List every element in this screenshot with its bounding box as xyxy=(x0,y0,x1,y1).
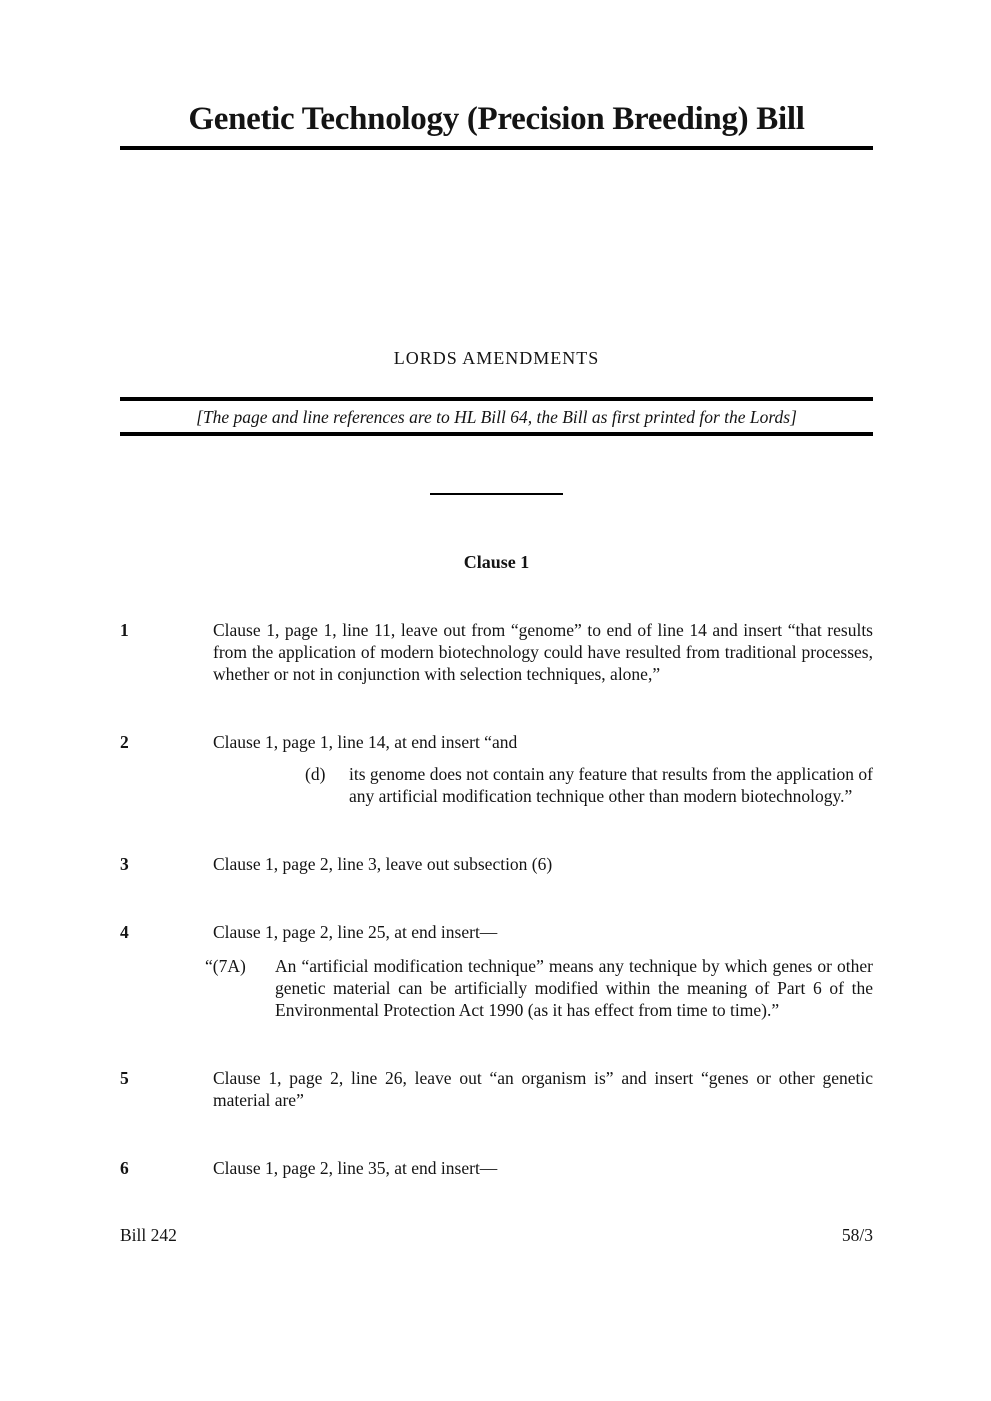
subparagraph xyxy=(205,955,873,1021)
amendment-body xyxy=(213,619,873,685)
amendment-row xyxy=(120,921,873,1021)
subparagraph-label: “(7A) xyxy=(205,956,246,977)
reference-note-box xyxy=(120,397,873,437)
note-bottom-rule xyxy=(120,432,873,436)
subparagraph-label: (d) xyxy=(305,764,326,785)
amendment-body xyxy=(213,731,873,807)
amendment-text: Clause 1, page 1, line 11, leave out from “genome” to end of line 14 and insert “that results from the application of modern biotechnology could have resulted from traditional processes, whether or not in conjunction with selection techniques, alone,” xyxy=(213,620,873,685)
amendment-number: 1 xyxy=(120,620,129,641)
subparagraph-text: its genome does not contain any feature that results from the application of any artificial modification technique other than modern biotechnology.” xyxy=(349,764,873,807)
page-title: Genetic Technology (Precision Breeding) Bill xyxy=(188,101,805,137)
amendment-row xyxy=(120,1157,873,1179)
amendment-number: 5 xyxy=(120,1068,129,1089)
title-rule xyxy=(120,146,873,150)
amendment-text: Clause 1, page 2, line 26, leave out “an organism is” and insert “genes or other genetic material are” xyxy=(213,1068,873,1111)
amendment-body xyxy=(213,1157,873,1179)
footer-bill-number: Bill 242 xyxy=(120,1225,177,1246)
amendment-text: Clause 1, page 2, line 3, leave out subsection (6) xyxy=(213,854,553,875)
footer-print-code: 58/3 xyxy=(841,1225,873,1246)
section-divider xyxy=(430,493,563,495)
amendment-body xyxy=(205,921,873,1021)
amendment-list xyxy=(120,619,873,1179)
section-heading: LORDS AMENDMENTS xyxy=(393,347,600,368)
amendment-number: 6 xyxy=(120,1158,129,1179)
document-page xyxy=(120,0,873,1246)
amendment-number: 3 xyxy=(120,854,129,875)
subparagraph-text: An “artificial modification technique” means any technique by which genes or other genetic material can be artificially modified within the meaning of Part 6 of the Environmental Protection Act 1990 (as it has effect from time to time).” xyxy=(275,956,873,1021)
amendment-row xyxy=(120,1067,873,1111)
amendment-text: Clause 1, page 2, line 25, at end insert— xyxy=(213,922,498,943)
amendment-row xyxy=(120,731,873,807)
subparagraph xyxy=(305,763,873,807)
amendment-row xyxy=(120,853,873,875)
amendment-row xyxy=(120,619,873,685)
amendment-text: Clause 1, page 1, line 14, at end insert “and xyxy=(213,732,518,753)
reference-note: [The page and line references are to HL Bill 64, the Bill as first printed for the Lords] xyxy=(196,406,797,427)
page-footer xyxy=(120,1225,873,1246)
amendment-body xyxy=(213,1067,873,1111)
amendment-number: 4 xyxy=(120,922,129,943)
amendment-text: Clause 1, page 2, line 35, at end insert— xyxy=(213,1158,498,1179)
amendment-body xyxy=(213,853,873,875)
amendment-number: 2 xyxy=(120,732,129,753)
clause-heading: Clause 1 xyxy=(463,552,530,573)
